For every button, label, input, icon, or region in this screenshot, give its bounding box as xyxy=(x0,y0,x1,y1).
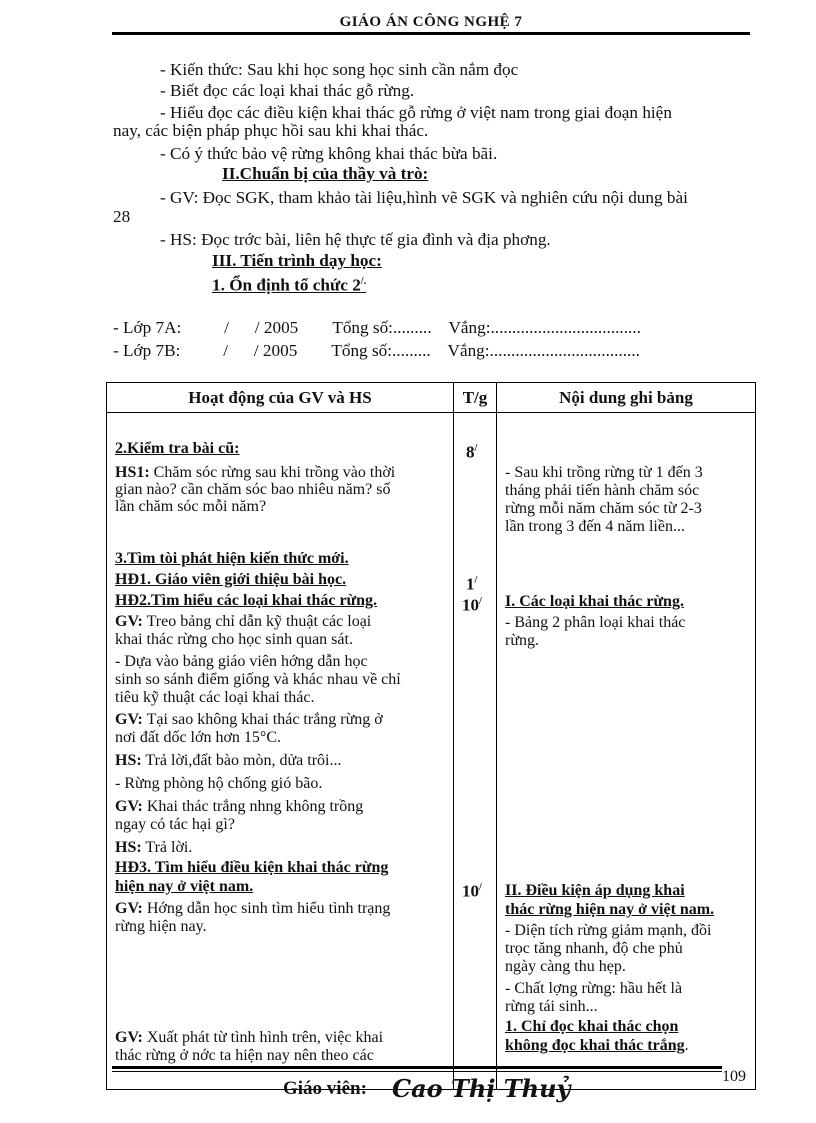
answer-2: tháng phải tiến hành chăm sóc xyxy=(505,482,700,499)
section-conditions: II. Điều kiện áp dụng khai xyxy=(505,882,685,899)
header-rule xyxy=(112,32,750,35)
subsection-organize: 1. Ổn định tổ chức 2/. xyxy=(212,275,367,295)
hs3-text: HS: Trả lời. xyxy=(115,839,193,856)
page-number: 109 xyxy=(722,1068,746,1085)
board-content-cell xyxy=(497,413,755,1089)
guide-text-1: - Dựa vào bảng giáo viên hớng dẫn học xyxy=(115,653,368,670)
header-activities: Hoạt động của GV và HS xyxy=(107,383,454,413)
header-time: T/g xyxy=(454,383,497,413)
teacher-label: Giáo viên: xyxy=(283,1078,367,1099)
prep-teacher-cont: 28 xyxy=(113,207,131,226)
header-board-content: Nội dung ghi bảng xyxy=(497,383,756,413)
gv2-text-2: nơi đất dốc lớn hơn 15°C. xyxy=(115,729,281,746)
heading-hd1: HĐ1. Giáo viên giới thiệu bài học. xyxy=(115,571,347,588)
heading-hd3-2: hiện nay ở việt nam. xyxy=(115,878,254,895)
gv1-text: GV: Treo bảng chỉ dẫn kỹ thuật các loại xyxy=(115,613,372,630)
heading-explore: 3.Tìm tòi phát hiện kiến thức mới. xyxy=(115,550,349,567)
condition-2: trọc tăng nhanh, độ che phủ xyxy=(505,940,683,957)
time-hd2: 10/ xyxy=(462,595,482,615)
hs1-question-2: gian nào? cần chăm sóc bao nhiêu năm? số xyxy=(115,481,391,498)
condition-1: - Diện tích rừng giảm mạnh, đồi xyxy=(505,922,712,939)
answer-1: - Sau khi trồng rừng từ 1 đến 3 xyxy=(505,464,703,481)
section-process: III. Tiến trình dạy học: xyxy=(212,251,382,270)
footer-rule xyxy=(112,1066,722,1069)
objective-understand-cont: nay, các biện pháp phục hồi sau khi khai thác. xyxy=(113,121,429,140)
section-conditions-2: thác rừng hiện nay ở việt nam. xyxy=(505,901,715,918)
table2-text: - Bảng 2 phân loại khai thác xyxy=(505,614,686,631)
guide-text-2: sinh so sánh điểm giống và khác nhau về chỉ xyxy=(115,671,401,688)
section-preparation: II.Chuẩn bị của thầy và trò: xyxy=(222,164,429,183)
rung-text: - Rừng phòng hộ chống gió bão. xyxy=(115,775,323,792)
table-body-row xyxy=(107,413,756,1090)
time-intro: 1/ xyxy=(466,574,478,594)
page-header-title: GIÁO ÁN CÔNG NGHỆ 7 xyxy=(339,14,523,30)
activities-cell xyxy=(107,413,453,1089)
prep-teacher: - GV: Đọc SGK, tham khảo tài liệu,hình vẽ SGK và nghiên cứu nội dung bài xyxy=(160,188,688,207)
guide-text-3: tiêu kỹ thuật các loại khai thác. xyxy=(115,689,315,706)
objective-know: - Biết đọc các loại khai thác gỗ rừng. xyxy=(160,81,415,100)
table2-text-2: rừng. xyxy=(505,632,539,649)
gv3-text: GV: Khai thác trắng nhng không trồng xyxy=(115,798,364,815)
rule-no-clearcut: không đọc khai thác trắng. xyxy=(505,1037,689,1054)
gv1-text-2: khai thác rừng cho học sinh quan sát. xyxy=(115,631,353,648)
time-review: 8/ xyxy=(466,442,478,462)
time-cell xyxy=(454,413,496,1089)
time-hd3: 10/ xyxy=(462,881,482,901)
objective-attitude: - Có ý thức bảo vệ rừng không khai thác bừa bãi. xyxy=(160,144,498,163)
class-7a-line: - Lớp 7A: / / 2005 Tổng số:......... Vắng:................................... xyxy=(113,318,641,337)
hs1-question-3: lần chăm sóc mỗi năm? xyxy=(115,498,267,515)
objective-knowledge: - Kiến thức: Sau khi học song học sinh cần nắm đọc xyxy=(160,60,519,79)
section-logging-types: I. Các loại khai thác rừng. xyxy=(505,593,684,610)
gv5-text: GV: Xuất phát từ tình hình trên, việc khai xyxy=(115,1029,384,1046)
objective-understand: - Hiểu đọc các điều kiện khai thác gỗ rừng ở việt nam trong giai đoạn hiện xyxy=(160,103,672,122)
answer-4: lần trong 3 đến 4 năm liền... xyxy=(505,518,685,535)
gv5-text-2: thác rừng ở nớc ta hiện nay nên theo các xyxy=(115,1047,374,1064)
gv4-text-2: rừng hiện nay. xyxy=(115,918,207,935)
lesson-table xyxy=(106,382,756,1090)
rule-selective: 1. Chỉ đọc khai thác chọn xyxy=(505,1018,679,1035)
condition-5: rừng tái sinh... xyxy=(505,998,598,1015)
footer-rule-thin xyxy=(112,1071,722,1072)
condition-3: ngày càng thu hẹp. xyxy=(505,958,626,975)
condition-4: - Chất lợng rừng: hầu hết là xyxy=(505,980,683,997)
gv4-text: GV: Hớng dẫn học sinh tìm hiểu tình trạng xyxy=(115,900,391,917)
heading-hd2: HĐ2.Tìm hiểu các loại khai thác rừng. xyxy=(115,592,378,609)
gv2-text: GV: Tại sao không khai thác trắng rừng ở xyxy=(115,711,383,728)
gv3-text-2: ngay có tác hại gì? xyxy=(115,816,235,833)
class-7b-line: - Lớp 7B: / / 2005 Tổng số:......... Vắng:................................... xyxy=(113,341,640,360)
teacher-name: Cao Thị Thuỷ xyxy=(392,1074,571,1103)
answer-3: rừng mỗi năm chăm sóc từ 2-3 xyxy=(505,500,702,517)
heading-hd3: HĐ3. Tìm hiểu điều kiện khai thác rừng xyxy=(115,859,389,876)
hs2-text: HS: Trả lời,đất bào mòn, dửa trôi... xyxy=(115,752,342,769)
prep-student: - HS: Đọc trớc bài, liên hệ thực tế gia đình và địa phơng. xyxy=(160,230,551,249)
table-header-row xyxy=(107,383,756,413)
heading-review: 2.Kiểm tra bài cũ: xyxy=(115,440,240,457)
hs1-question: HS1: Chăm sóc rừng sau khi trồng vào thời xyxy=(115,464,396,481)
